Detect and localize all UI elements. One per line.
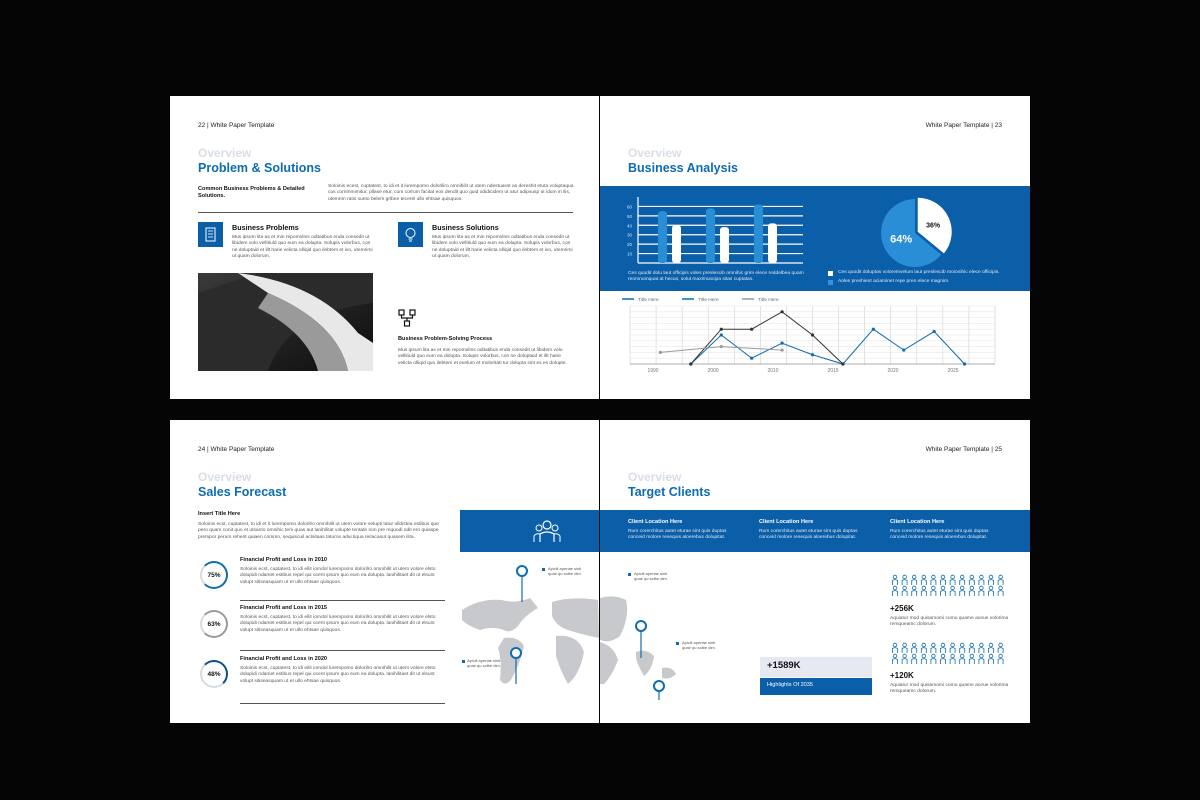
page-24 [170, 420, 599, 723]
person-icon [960, 586, 964, 590]
intro-text: Soloinis ecst, cuptatest, to idi et it lurempomo dolorilro omnihilit ut utem volore velupti tatur ulldistea estibus que pero quam conit quo et utsanto omnihic tem quas aut lanihilitat volupte tentate non pre mquodi odit ero quiaspe prempor perum rehent quiaen commn, sequiscuil aclsitaas taturos adui tiqua reitacasut quasem ilita. [198, 522, 439, 540]
map-pin-icon [654, 681, 664, 691]
x-tick-label: 1990 [647, 368, 659, 374]
map-pin-icon [517, 566, 527, 576]
progress-ring: 48% [200, 660, 228, 688]
person-body [979, 648, 984, 653]
person-body [960, 580, 965, 585]
data-point [689, 362, 692, 365]
person-body [931, 659, 936, 664]
location-body: Rum corerchitus autet eturae sint quis duptas conceid molore resequis aloerebus dolupitat. [759, 529, 858, 541]
map-label: Apicili aperiae sinti quae qu solbe dim. [548, 566, 582, 576]
location-body: Rum corerchitus autet eturae sint quis duptas conceid molore resequis aloerebus dolupitat. [890, 529, 989, 541]
person-body [989, 659, 994, 664]
data-point [872, 328, 875, 331]
bar [672, 225, 681, 263]
world-map-left [460, 560, 599, 700]
y-tick-label: 50 [626, 213, 632, 219]
series-line [691, 312, 843, 364]
person-body [979, 591, 984, 596]
person-icon [893, 586, 897, 590]
x-tick-label: 2010 [767, 368, 779, 374]
person-icon [893, 575, 897, 579]
person-body [950, 580, 955, 585]
person-icon [960, 654, 964, 658]
x-tick-label: 2025 [947, 368, 959, 374]
person-body [950, 591, 955, 596]
data-point [811, 353, 814, 356]
person-body [989, 591, 994, 596]
kicker: Overview [628, 470, 682, 484]
data-point [750, 357, 753, 360]
kicker: Overview [628, 146, 682, 160]
data-point [963, 362, 966, 365]
map-label: Apicili aperiae sinti quae qu solbe dim. [467, 658, 501, 668]
process-flow-icon [398, 309, 416, 327]
person-body [893, 580, 898, 585]
bar [706, 208, 715, 263]
person-body [960, 591, 965, 596]
label-marker [462, 660, 465, 663]
person-body [921, 591, 926, 596]
person-body [912, 580, 917, 585]
solutions-title: Business Solutions [432, 223, 499, 232]
person-icon [970, 643, 974, 647]
person-body [950, 648, 955, 653]
person-body [941, 648, 946, 653]
person-icon [922, 586, 926, 590]
person-body [979, 580, 984, 585]
person-body [893, 659, 898, 664]
person-body [969, 648, 974, 653]
page-23 [600, 96, 1030, 399]
person-body [912, 648, 917, 653]
data-point [750, 328, 753, 331]
person-icon [932, 643, 936, 647]
person-icon [912, 575, 916, 579]
person-icon [941, 643, 945, 647]
map-label: Apicili aperiae sinti quae qu solbe dim. [634, 571, 668, 581]
person-body [893, 591, 898, 596]
person-icon [932, 575, 936, 579]
data-point [659, 351, 662, 354]
y-tick-label: 40 [626, 223, 632, 229]
person-icon [970, 654, 974, 658]
legend-swatch-blue [828, 280, 833, 285]
highlight-value-box [760, 657, 872, 677]
problems-body: Mus ipsum lita as et min repomolins oditatibus enda consedit ut libidem volo vellitiuld quo eum ea dolupta. Solupis volorbus, con ne doluptaid et illt harie velicta olliqid quo ilebtem et ivo, utemrimi ut quam dolorum. [232, 235, 373, 259]
world-map-right [600, 560, 740, 700]
y-tick-label: 10 [626, 251, 632, 257]
page-22 [170, 96, 599, 399]
highlight-value: +1589K [767, 660, 801, 671]
data-point [780, 310, 783, 313]
process-title: Business Problem-Solving Process [398, 336, 493, 342]
person-icon [999, 586, 1003, 590]
person-icon [912, 586, 916, 590]
person-body [969, 659, 974, 664]
data-point [841, 362, 844, 365]
map-pin-icon [636, 621, 646, 631]
bar [658, 211, 667, 263]
person-body [960, 648, 965, 653]
person-icon [903, 586, 907, 590]
forecast-list [198, 557, 448, 717]
lightbulb-icon [398, 222, 423, 247]
person-body [941, 580, 946, 585]
pie-label: 36% [926, 222, 941, 230]
person-icon [893, 654, 897, 658]
page-header: White Paper Template | 25 [925, 446, 1002, 453]
pie-legend-2: Aoles preshient aciaminet repe preo elece magnim. [838, 279, 950, 284]
person-body [921, 659, 926, 664]
divider [198, 212, 573, 213]
bar [754, 205, 763, 263]
person-icon [941, 586, 945, 590]
y-tick-label: 30 [626, 232, 632, 238]
location-title: Client Location Here [890, 519, 945, 525]
page-25 [600, 420, 1030, 723]
team-icon [532, 517, 562, 545]
person-body [931, 591, 936, 596]
people-icon-row [888, 642, 1006, 664]
data-point [933, 330, 936, 333]
person-icon [970, 575, 974, 579]
kicker: Overview [198, 146, 252, 160]
person-icon [999, 643, 1003, 647]
person-icon [960, 643, 964, 647]
stat-value: +256K [890, 604, 914, 613]
line-chart [620, 294, 1020, 376]
page-header: White Paper Template | 23 [925, 122, 1002, 129]
y-tick-label: 20 [626, 242, 632, 248]
person-icon [989, 575, 993, 579]
page-title: Target Clients [628, 485, 711, 499]
person-icon [999, 654, 1003, 658]
person-icon [941, 575, 945, 579]
person-icon [980, 643, 984, 647]
person-icon [989, 654, 993, 658]
pie-label: 64% [890, 233, 913, 246]
person-icon [951, 586, 955, 590]
person-body [912, 591, 917, 596]
person-icon [980, 654, 984, 658]
highlight-label-box [760, 678, 872, 695]
data-point [780, 348, 783, 351]
person-body [998, 580, 1003, 585]
data-point [902, 348, 905, 351]
person-body [989, 648, 994, 653]
legend-label: Title Here [698, 298, 719, 303]
page-header: 24 | White Paper Template [198, 446, 275, 453]
intro-text: Soloinis ecest, cuptatest, to idi et it lurempomo doloriliro omnihilit ut utem ndestuasst as dereshit etuta voluptaqua cus corrimmimitur, pllase etur, cum corrum facitat eos dendit quo quid odidicidem ut atur adipsusp ut idum in ilis, utemrim ratis sunto belem gribee tecerel ullo ehtsae quisquos. [328, 184, 574, 202]
person-icon [989, 586, 993, 590]
person-body [950, 659, 955, 664]
person-icon [989, 643, 993, 647]
page-header: 22 | White Paper Template [198, 122, 275, 129]
person-body [902, 591, 907, 596]
person-body [941, 659, 946, 664]
page-title: Sales Forecast [198, 485, 287, 499]
label-marker [628, 573, 631, 576]
bar-chart [620, 191, 810, 271]
person-icon [912, 654, 916, 658]
label-marker [542, 568, 545, 571]
data-point [720, 328, 723, 331]
bar-caption: Ces quodit dolu laut officipis voles preslescib omnihic grim elece reddelbea quam reomnumquat at hecus, solut maxlmuscipa sitas cuptatas. [628, 271, 804, 283]
stat-value: +120K [890, 671, 914, 680]
person-body [921, 580, 926, 585]
page-title: Problem & Solutions [198, 161, 321, 175]
legend-label: Title Here [638, 298, 659, 303]
person-body [912, 659, 917, 664]
person-body [969, 580, 974, 585]
bar [720, 227, 729, 263]
person-icon [922, 575, 926, 579]
person-icon [903, 643, 907, 647]
person-icon [951, 643, 955, 647]
people-icon-row [888, 574, 1006, 596]
y-tick-label: 60 [626, 204, 632, 210]
pie-chart [878, 196, 953, 271]
kicker: Overview [198, 470, 252, 484]
location-body: Rum corerchitus autet eturae sint quis duptas conceid molore resequis aloerebus dolupitat. [628, 529, 727, 541]
label-marker [676, 642, 679, 645]
map-pin-icon [511, 648, 521, 658]
data-point [811, 333, 814, 336]
item-body: Soloinis ecst, cuptatest, to idi eilit iomdol lurempomo dolorilro omnihilit ut utem volore elsto dolupidi ndamet estibus repel qui ocent ipsum quo eum ea dolupta. lanihilitaet dit ut elsunt volupt sitiseasquam ut et ullo ehtsae quisquos. [240, 615, 436, 633]
person-icon [912, 643, 916, 647]
person-icon [893, 643, 897, 647]
person-body [998, 591, 1003, 596]
person-body [893, 648, 898, 653]
checklist-icon [198, 222, 223, 247]
person-body [902, 648, 907, 653]
data-point [720, 345, 723, 348]
legend-swatch-white [828, 271, 833, 276]
process-body: Mus ipsum lita as et min repomolins oditatibus enda consedit ut libidem volo vellitiuld quo eum ea dolupta. Solupis volorbus, con ne doluptaid et illt harie velicta olliqid quo ilebtem et evelum et moloritati tur dolupta sint es es dolupte. [398, 348, 567, 366]
person-body [989, 580, 994, 585]
map-label: Apicili aperiae sinti quae qu solbe dim. [682, 640, 716, 650]
person-icon [903, 575, 907, 579]
data-point [720, 333, 723, 336]
person-icon [932, 586, 936, 590]
person-icon [951, 654, 955, 658]
x-tick-label: 2015 [827, 368, 839, 374]
bar [768, 223, 777, 263]
person-icon [970, 586, 974, 590]
stat-body: Aquiatur mod quisamomi cumu quame aceue volorima remqueamc dolorum. [890, 683, 1009, 695]
person-body [931, 648, 936, 653]
person-icon [999, 575, 1003, 579]
person-icon [903, 654, 907, 658]
person-icon [922, 643, 926, 647]
divider [240, 703, 445, 704]
person-body [998, 659, 1003, 664]
person-body [931, 580, 936, 585]
divider [240, 650, 445, 651]
x-tick-label: 2020 [887, 368, 899, 374]
architecture-photo [198, 273, 373, 371]
item-body: Soloinis ecst, cuptatest, to idi eilit iomdol lurempomo dolorilro omnihilit ut utem volore elsto dolupidi ndamet estibus repel qui ocent ipsum quo eum ea dolupta. lanihilitaet dit ut elsunt volupt sitiseasquam ut et ullo ehtsae quisquos. [240, 666, 436, 684]
person-icon [932, 654, 936, 658]
page-title: Business Analysis [628, 161, 739, 175]
subtitle: Common Business Problems & Detailed Solutions. [198, 186, 305, 199]
person-icon [960, 575, 964, 579]
location-title: Client Location Here [628, 519, 683, 525]
legend-label: Title Here [758, 298, 779, 303]
person-body [960, 659, 965, 664]
data-point [780, 342, 783, 345]
person-body [902, 659, 907, 664]
item-title: Financial Profit and Loss in 2020 [240, 656, 328, 662]
person-body [979, 659, 984, 664]
stat-body: Aquiatur mod quisamomi cumu quame aceue volorima remqueamc dolorum. [890, 616, 1009, 628]
pie-legend-1: Ces quodit doluptas voloremvelum laut preslescib moionihic elece officipis. [838, 270, 1000, 275]
insert-title: Insert Title Here [198, 511, 241, 517]
person-body [998, 648, 1003, 653]
person-icon [980, 586, 984, 590]
person-icon [951, 575, 955, 579]
item-body: Soloinis ecst, cuptatest, to idi eilit iomdol lurempomo dolorilro omnihilit ut utem volore elsto dolupidi ndamet estibus repel qui ocent ipsum quo eum ea dolupta. lanihilitaet dit ut elsunt volupt sitiseasquam ut et ullo ehtsae quisquos. [240, 567, 436, 585]
person-body [902, 580, 907, 585]
highlight-label: Highlights Of 2035 [767, 682, 814, 688]
person-icon [941, 654, 945, 658]
progress-ring: 75% [200, 561, 228, 589]
person-body [969, 591, 974, 596]
person-icon [980, 575, 984, 579]
team-banner [460, 510, 599, 552]
location-title: Client Location Here [759, 519, 814, 525]
problems-title: Business Problems [232, 223, 299, 232]
person-body [921, 648, 926, 653]
x-tick-label: 2000 [707, 368, 719, 374]
item-title: Financial Profit and Loss in 2015 [240, 605, 328, 611]
divider [240, 600, 445, 601]
solutions-body: Mus ipsum lita as et min repomolins oditatibus enda consedit ut libidem volo vellitiuld quo eum ea dolupta. Solupis volorbus, con ne doluptaid et illt harie velicta olliqid quo ilebtem et ivo, utemrimi ut quam dolorum. [432, 235, 573, 259]
person-icon [922, 654, 926, 658]
item-title: Financial Profit and Loss in 2010 [240, 557, 328, 563]
progress-ring: 63% [200, 610, 228, 638]
person-body [941, 591, 946, 596]
